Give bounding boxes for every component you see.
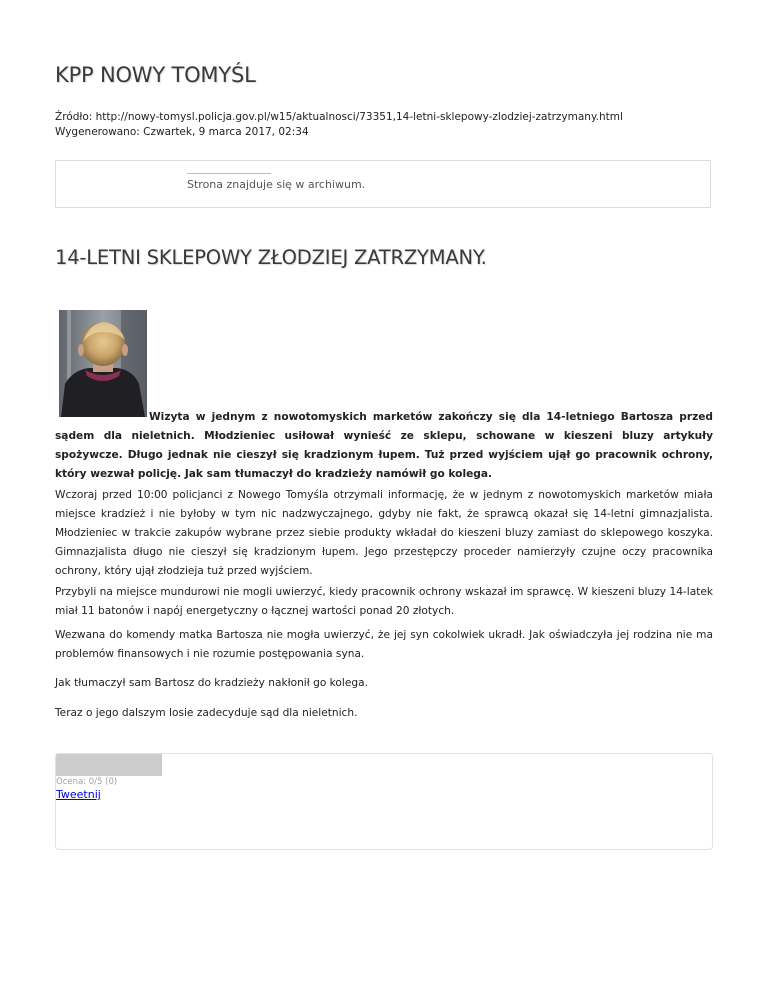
rating-panel (55, 753, 713, 850)
archive-notice-box (55, 160, 711, 208)
print-meta (55, 110, 623, 140)
article-paragraph: Teraz o jego dalszym losie zadecyduje sąd dla nieletnich. (55, 707, 358, 719)
article-paragraph: Przybyli na miejsce mundurowi nie mogli uwierzyć, kiedy pracownik ochrony wskazał im sprawcę. W kieszeni bluzy 14-latek miał 11 batonów i napój energetyczny o łącznej wartości ponad 20 złotych. (55, 586, 713, 617)
archive-notice: Strona znajduje się w archiwum. (187, 178, 366, 191)
article-paragraph: Jak tłumaczył sam Bartosz do kradzieży nakłonił go kolega. (55, 677, 368, 689)
article-paragraph: Wczoraj przed 10:00 policjanci z Nowego Tomyśla otrzymali informację, że w jednym z nowotomyskich marketów miała miejsce kradzież i nie byłoby w tym nic nadzwyczajnego, gdyby nie fakt, że sprawcą okazał się 14-letni gimnazjalista. Młodzieniec w trakcie zakupów wybrane przez siebie produkty wkładał do kieszeni bluzy zamiast do sklepowego koszyka. Gimnazjalista długo nie cieszył się kradzionym łupem. Jego przestępczy proceder namierzyły czujne oczy pracownika ochrony, który ujął złodzieja tuż przed wyjściem. (55, 489, 713, 577)
generated-date: Wygenerowano: Czwartek, 9 marca 2017, 02:34 (55, 126, 309, 138)
source-url: Źródło: http://nowy-tomysl.policja.gov.pl/w15/aktualnosci/73351,14-letni-sklepowy-zlodziej-zatrzymany.html (55, 111, 623, 123)
article-lead: Wizyta w jednym z nowotomyskich marketów zakończy się dla 14-letniego Bartosza przed sądem dla nieletnich. Młodzieniec usiłował wynieść ze sklepu, schowane w kieszeni bluzy artykuły spożywcze. Długo jednak nie cieszył się kradzionym łupem. Tuż przed wyjściem ujął go pracownik ochrony, który wezwał policję. Jak sam tłumaczył do kradzieży namówił go kolega. (55, 411, 713, 480)
rating-score: Ocena: 0/5 (0) (56, 777, 118, 787)
article-paragraph: Wezwana do komendy matka Bartosza nie mogła uwierzyć, że jej syn cokolwiek ukradł. Jak oświadczyła jej rodzina nie ma problemów finansowych i nie rozumie postępowania syna. (55, 629, 713, 660)
rating-stars-bar[interactable] (56, 754, 162, 776)
article-title: 14-LETNI SKLEPOWY ZŁODZIEJ ZATRZYMANY. (55, 246, 487, 269)
archive-divider (187, 173, 271, 174)
site-title: KPP NOWY TOMYŚL (55, 63, 256, 87)
article-photo (59, 310, 147, 417)
tweet-link[interactable]: Tweetnij (56, 788, 101, 801)
photo-image (59, 310, 147, 417)
